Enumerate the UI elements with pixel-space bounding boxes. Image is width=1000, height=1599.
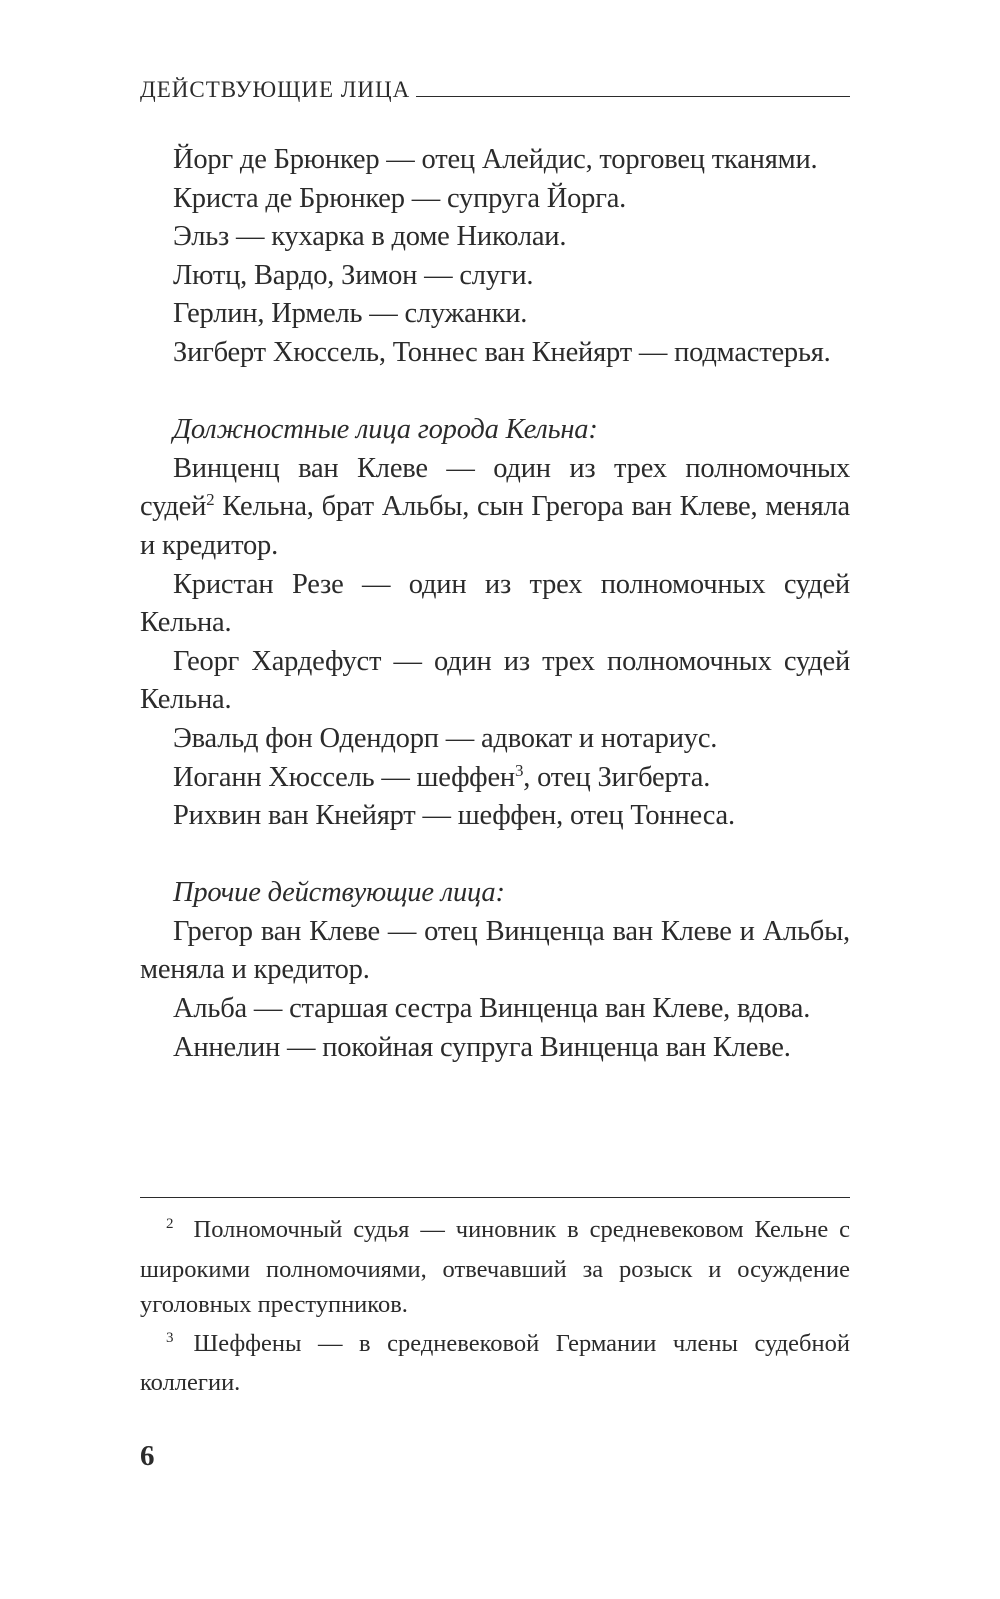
character-entry: Герлин, Ирмель — служанки.: [173, 298, 528, 330]
character-entry: Грегор ван Клеве — отец Винценца ван Клеве и Альбы, меняла и кредитор.: [140, 915, 850, 986]
character-entry: Аннелин — покойная супруга Винценца ван Клеве.: [173, 1031, 791, 1063]
footnote-rule: [140, 1197, 850, 1198]
character-entry: Рихвин ван Кнейярт — шеффен, отец Тоннеса.: [173, 800, 735, 832]
section-gap: [140, 836, 850, 875]
section-gap: [140, 373, 850, 412]
character-entry: Георг Хардефуст — один из трех полномочных судей Кельна.: [140, 645, 850, 716]
character-entry: Йорг де Брюнкер — отец Алейдис, торговец тканями.: [173, 144, 818, 175]
character-entry: [140, 450, 850, 566]
footnote-ref: 2: [206, 490, 215, 510]
footnotes: [140, 1212, 850, 1404]
footnote: [140, 1212, 850, 1323]
character-entry: Альба — старшая сестра Винценца ван Клеве, вдова.: [173, 993, 811, 1025]
character-entry: Эвальд фон Одендорп — адвокат и нотариус.: [173, 722, 718, 754]
character-entry: [140, 759, 850, 798]
footnote-mark: 3: [166, 1329, 174, 1346]
entry-text: Винценц ван Клеве — один из трех полномочных судей: [140, 452, 850, 523]
running-head-title: ДЕЙСТВУЮЩИЕ ЛИЦА: [140, 77, 411, 102]
running-head-rule: [416, 96, 850, 97]
section-heading-officials: Должностные лица города Кельна:: [173, 414, 598, 446]
section-heading-others: Прочие действующие лица:: [173, 877, 505, 909]
character-entry: Лютц, Вардо, Зимон — слуги.: [173, 259, 534, 291]
character-entry: Криста де Брюнкер — супруга Йорга.: [173, 182, 627, 214]
footnote-mark: 2: [166, 1216, 174, 1232]
footnote-text: Шеффены — в средневековой Германии члены судебной коллегии.: [140, 1329, 850, 1396]
page-number: 6: [140, 1440, 155, 1472]
entry-text: , отец Зигберта.: [523, 761, 711, 793]
entry-text: Кельна, брат Альбы, сын Грегора ван Клеве, меняла и кредитор.: [140, 491, 850, 561]
character-entry: Зигберт Хюссель, Тоннес ван Кнейярт — подмастерья.: [173, 336, 831, 368]
footnote: [140, 1326, 850, 1401]
running-head: [140, 78, 850, 101]
main-text: [140, 141, 850, 1067]
character-entry: Кристан Резе — один из трех полномочных судей Кельна.: [140, 568, 850, 639]
character-entry: Эльз — кухарка в доме Николаи.: [173, 221, 567, 253]
entry-text: Иоганн Хюссель — шеффен: [173, 761, 515, 793]
footnote-text: Полномочный судья — чиновник в средневековом Кельне с широкими полномочиями, отвечавший за розыск и осуждение уголовных преступников.: [140, 1216, 850, 1318]
footnote-ref: 3: [514, 760, 524, 780]
